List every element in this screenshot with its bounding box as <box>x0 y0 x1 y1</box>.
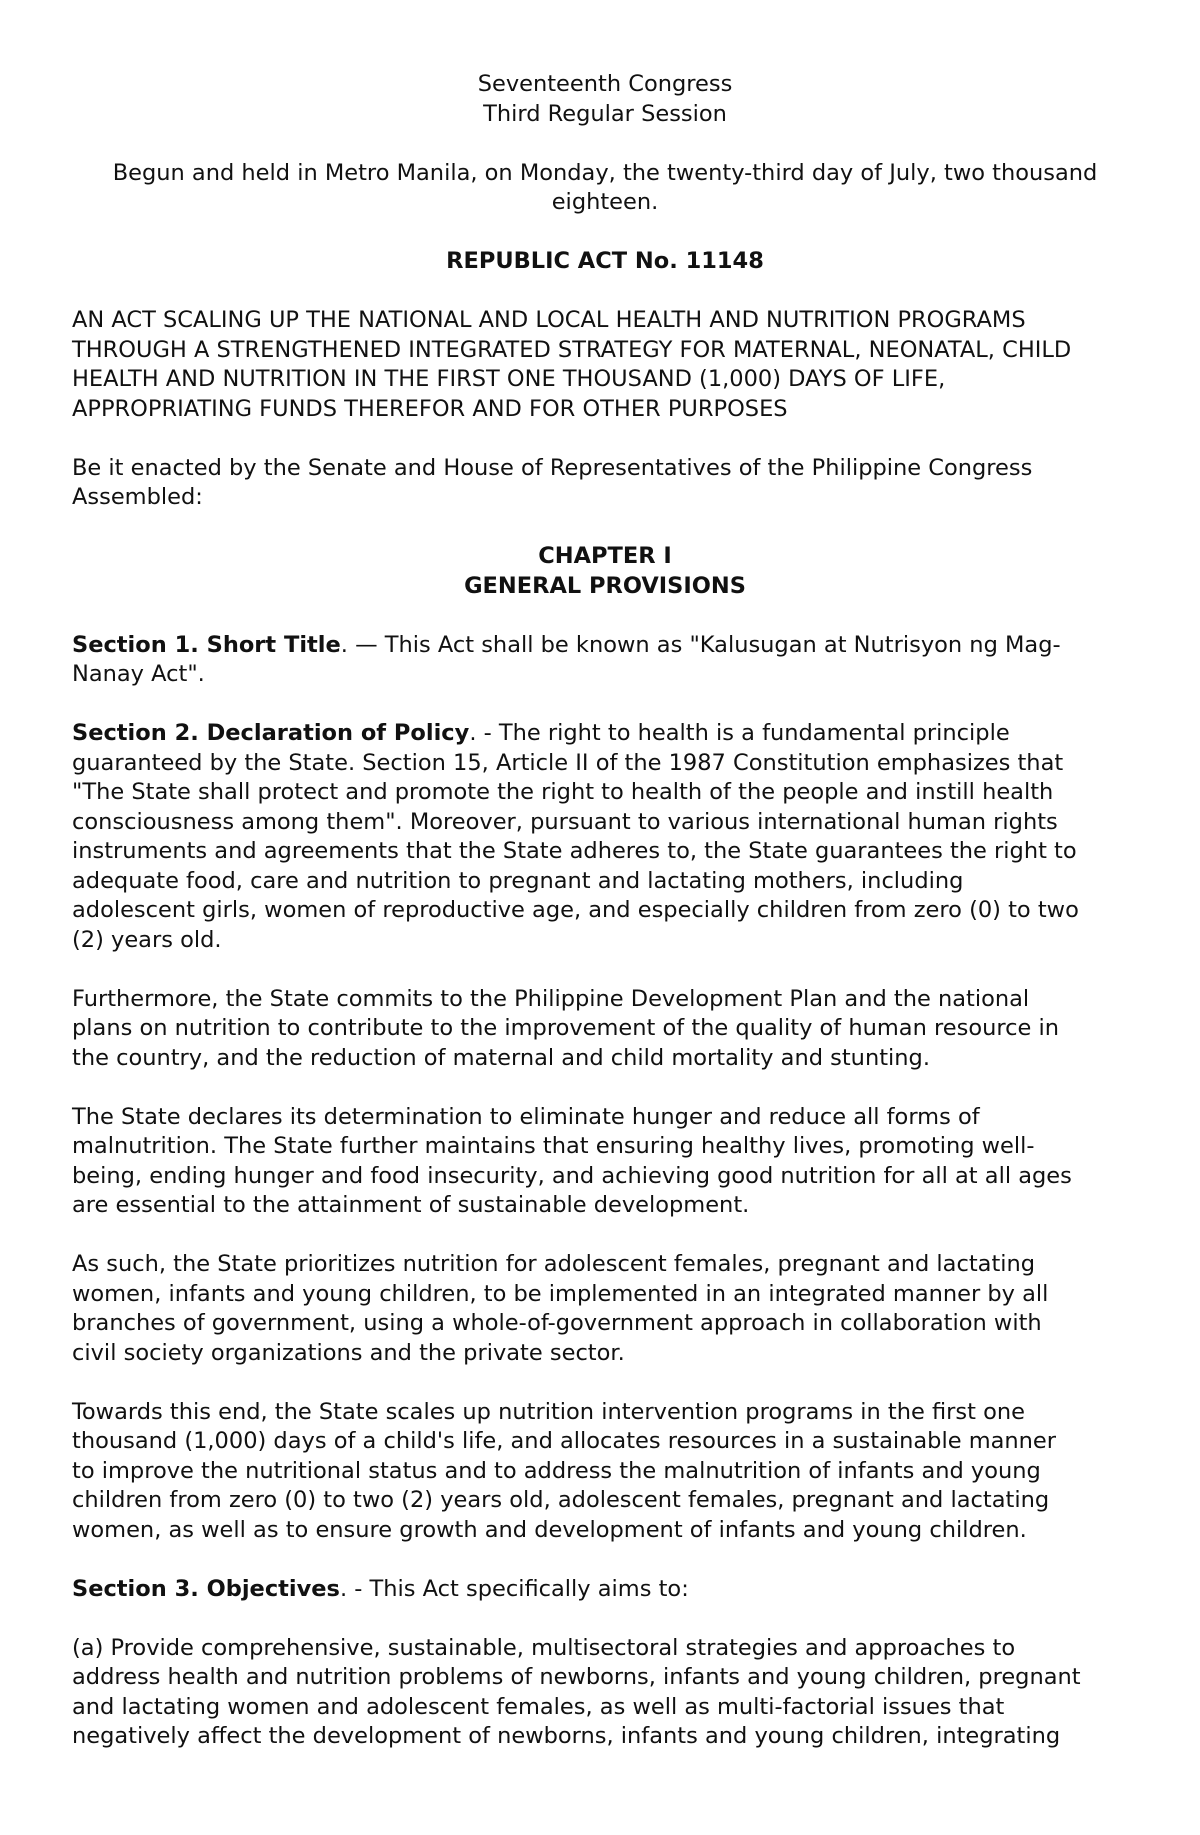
section-2-paragraph <box>72 1398 1138 1546</box>
paragraph-line: Furthermore, the State commits to the Philippine Development Plan and the national <box>72 985 1030 1012</box>
chapter-number: CHAPTER I <box>538 543 672 569</box>
section-1-text: . — This Act shall be known as "Kalusugan at Nutrisyon ng Mag- <box>340 631 1061 658</box>
section-2-paragraph <box>72 985 1138 1074</box>
begun-line: eighteen. <box>551 189 659 215</box>
paragraph-line: plans on nutrition to contribute to the improvement of the quality of human resource in <box>72 1015 1059 1041</box>
chapter-title: GENERAL PROVISIONS <box>464 572 746 599</box>
section-2-line: guaranteed by the State. Section 15, Article II of the 1987 Constitution emphasizes that <box>72 749 1064 776</box>
paragraph-line: women, infants and young children, to be implemented in an integrated manner by all <box>72 1280 1049 1307</box>
section-3-text: . - This Act specifically aims to: <box>339 1575 689 1602</box>
section-3-heading: Section 3. Objectives <box>72 1575 340 1602</box>
paragraph-line: Towards this end, the State scales up nutrition intervention programs in the first one <box>72 1398 1025 1425</box>
section-3-item-a <box>72 1634 1138 1752</box>
item-line: negatively affect the development of newborns, infants and young children, integrating <box>72 1723 1061 1749</box>
section-2-line: adequate food, care and nutrition to pregnant and lactating mothers, including <box>72 867 964 894</box>
paragraph-line: civil society organizations and the private sector. <box>72 1339 625 1366</box>
item-line: address health and nutrition problems of newborns, infants and young children, pregnant <box>72 1664 1081 1690</box>
section-2-line-1 <box>72 719 1138 749</box>
section-2-paragraph <box>72 1250 1138 1368</box>
section-2-line: adolescent girls, women of reproductive age, and especially children from zero (0) to two <box>72 897 1079 923</box>
item-line: (a) Provide comprehensive, sustainable, multisectoral strategies and approaches to <box>72 1634 1016 1661</box>
section-2-line: instruments and agreements that the State adheres to, the State guarantees the right to <box>72 838 1077 864</box>
act-title <box>72 306 1138 424</box>
paragraph-line: to improve the nutritional status and to address the malnutrition of infants and young <box>72 1457 1041 1484</box>
paragraph-line: As such, the State prioritizes nutrition for adolescent females, pregnant and lactating <box>72 1251 1036 1277</box>
act-title-line: AN ACT SCALING UP THE NATIONAL AND LOCAL HEALTH AND NUTRITION PROGRAMS <box>72 307 1026 333</box>
section-1 <box>72 631 1138 690</box>
chapter-heading <box>72 542 1138 601</box>
section-1-heading: Section 1. Short Title <box>72 631 341 658</box>
paragraph-line: being, ending hunger and food insecurity, and achieving good nutrition for all at all ages <box>72 1162 1072 1189</box>
section-1-line-1 <box>72 631 1138 661</box>
enacting-clause <box>72 454 1138 513</box>
paragraph-line: are essential to the attainment of sustainable development. <box>72 1192 750 1218</box>
paragraph-line: branches of government, using a whole-of-government approach in collaboration with <box>72 1310 1042 1336</box>
act-title-line: HEALTH AND NUTRITION IN THE FIRST ONE THOUSAND (1,000) DAYS OF LIFE, <box>72 366 946 392</box>
section-2-paragraph <box>72 1103 1138 1221</box>
section-2-text: . - The right to health is a fundamental principle <box>469 720 1010 746</box>
session-name: Third Regular Session <box>483 100 727 127</box>
enacting-line: Assembled: <box>72 484 203 510</box>
paragraph-line: The State declares its determination to eliminate hunger and reduce all forms of <box>72 1103 980 1130</box>
begun-line: Begun and held in Metro Manila, on Monday, the twenty-third day of July, two thousand <box>112 159 1098 186</box>
congress-name: Seventeenth Congress <box>477 71 733 97</box>
item-line: and lactating women and adolescent females, as well as multi-factorial issues that <box>72 1693 1005 1720</box>
section-3 <box>72 1575 1138 1605</box>
paragraph-line: malnutrition. The State further maintains that ensuring healthy lives, promoting well- <box>72 1133 1035 1159</box>
section-3-line-1 <box>72 1575 1138 1605</box>
act-number: REPUBLIC ACT No. 11148 <box>446 248 764 274</box>
section-2-line: consciousness among them". Moreover, pursuant to various international human rights <box>72 808 1058 835</box>
act-title-line: APPROPRIATING FUNDS THEREFOR AND FOR OTHER PURPOSES <box>72 395 788 422</box>
section-1-line: Nanay Act". <box>72 661 205 687</box>
begun-statement <box>72 159 1138 218</box>
act-title-line: THROUGH A STRENGTHENED INTEGRATED STRATEGY FOR MATERNAL, NEONATAL, CHILD <box>72 336 1072 363</box>
congress-header <box>72 70 1138 129</box>
paragraph-line: thousand (1,000) days of a child's life, and allocates resources in a sustainable manner <box>72 1428 1057 1454</box>
section-2 <box>72 719 1138 955</box>
paragraph-line: children from zero (0) to two (2) years old, adolescent females, pregnant and lactating <box>72 1487 1050 1513</box>
section-2-line: "The State shall protect and promote the right to health of the people and instill health <box>72 779 1054 805</box>
section-2-line: (2) years old. <box>72 926 222 953</box>
section-2-heading: Section 2. Declaration of Policy <box>72 720 470 746</box>
paragraph-line: women, as well as to ensure growth and development of infants and young children. <box>72 1516 1027 1543</box>
document-page <box>72 70 1138 1752</box>
paragraph-line: the country, and the reduction of maternal and child mortality and stunting. <box>72 1044 930 1071</box>
enacting-line: Be it enacted by the Senate and House of Representatives of the Philippine Congress <box>72 454 1033 481</box>
